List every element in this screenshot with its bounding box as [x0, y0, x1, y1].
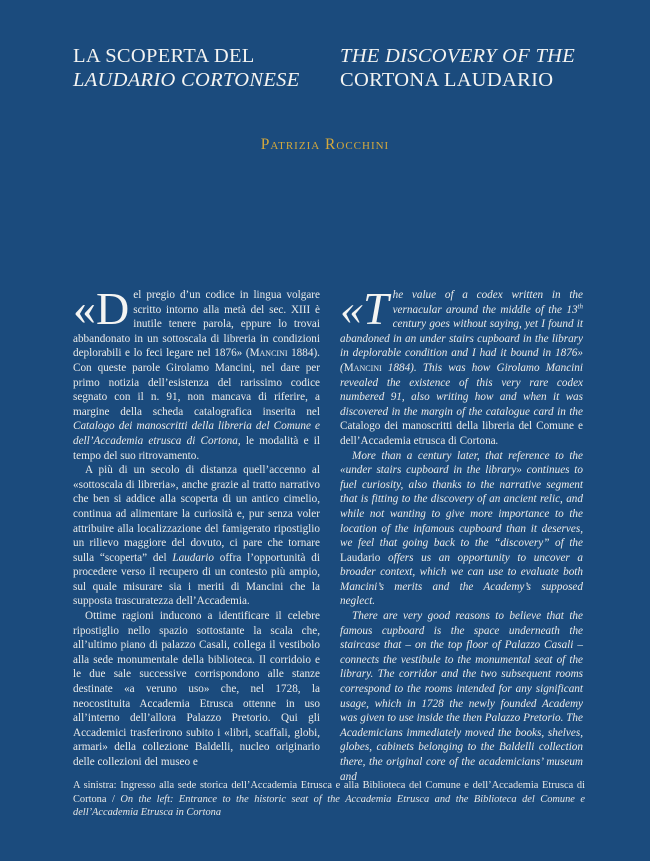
english-paragraph-2	[340, 449, 583, 610]
italian-paragraph-2	[73, 463, 320, 609]
italian-text: 1884). Con queste parole Girolamo Mancini, nel dare per primo notizia dell’esistenza del rarissimo codice segnato con il n. 91, non mancava di riferire, a margine della scheda catalografica inserita nel	[73, 347, 320, 418]
title-italian-line2: LAUDARIO CORTONESE	[73, 69, 300, 91]
english-text: century goes without saying, yet I found it abandoned in an under stairs cupboard in the library in deplorable condition and I had it bound in 1876» (	[340, 318, 583, 374]
english-superscript: th	[577, 301, 583, 310]
english-text: More than a century later, that reference to the «under stairs cupboard in the library» continues to fuel curiosity, also thanks to the narrative segment that is fitting to the discovery of an ancient relic, and while not wanting to give more importance to the location of the infamous cupboard than it deserves, we feel that going back to the “discovery” of the	[340, 449, 583, 550]
title-italian-line1: LA SCOPERTA DEL	[73, 45, 255, 67]
caption-italian: A sinistra: Ingresso alla sede storica dell’Accademia Etrusca e alla Biblioteca del Comune e dell’Accademia Etrusca di Cortona /	[73, 780, 585, 805]
english-text: he value of a codex written in the vernacular around the middle of the 13	[392, 289, 583, 316]
italian-paragraph-3: Ottime ragioni inducono a identificare il celebre ripostiglio nello spazio sottostante la scala che, all’ultimo piano di palazzo Casali, collega il vestibolo alla sede monumentale della biblioteca. Il corridoio e le due sale successive corrispondono alle stanze destinate «a veruno uso» che, nel 1728, la neocostituita Accademia Etrusca ottenne in uso all’interno dell’allora Palazzo Pretorio. Qui gli Accademici trasferirono subito i «libri, scaffali, globi, armari» della collezione Baldelli, nucleo originario delle collezioni del museo e	[73, 610, 320, 768]
english-text: offers us an opportunity to uncover a broader context, which we can use to evaluate both Mancini’s merits and the Academy’s supposed neglect.	[340, 551, 583, 608]
english-citation: Mancini	[343, 361, 382, 374]
italian-catalogue-title: Catalogo dei manoscritti della libreria del Comune e dell’Accademia etrusca di Cortona	[73, 420, 320, 447]
italian-paragraph-1	[73, 283, 321, 463]
title-english-line2: CORTONA LAUDARIO	[340, 69, 554, 91]
italian-citation: Mancini	[249, 347, 288, 360]
english-dropcap: «T	[340, 283, 389, 334]
english-catalogue-title: Catalogo dei manoscritti della libreria del Comune e dell’Accademia etrusca di Cortona	[340, 420, 583, 447]
title-italian	[73, 44, 323, 92]
italian-laudario: Laudario	[172, 551, 214, 564]
italian-text: offra l’opportunità di procedere verso il recupero di un contesto più ampio, sul quale misurare sia i meriti di Mancini che la supposta trascuratezza dell’Accademia.	[73, 551, 320, 608]
italian-text: , le modalità e il tempo del suo ritrovamento.	[73, 434, 321, 462]
author-name: Patrizia Rocchini	[260, 136, 390, 153]
english-paragraph-3: There are very good reasons to believe that the famous cupboard is the space underneath the staircase that – on the top floor of Palazzo Casali – connects the vestibule to the monumental seat of the library. The corridor and the two subsequent rooms correspond to the rooms intended for any significant usage, which in 1728 the newly founded Academy was given to use inside the then Palazzo Pretorio. The Academicians immediately moved the books, shelves, globes, cabinets belonging to the Baldelli collection there, the original core of the academicians’ museum and	[340, 610, 583, 783]
english-text: .	[495, 434, 499, 447]
english-column	[340, 283, 583, 784]
title-english	[340, 44, 600, 92]
caption-english: On the left: Entrance to the historic seat of the Accademia Etrusca and the Biblioteca del Comune e dell’Accademia Etrusca in Cortona	[73, 793, 585, 819]
italian-text: A più di un secolo di distanza quell’accenno al «sottoscala di libreria», anche grazie al tratto narrativo che ben si addice alla scoperta di un antico cimelio, continua ad alimentare la curiosità e, pur senza voler attribuire alla localizzazione del famigerato ripostiglio un rilievo maggiore del dovuto, ci pare che tornare sulla “scoperta” del	[73, 464, 320, 564]
italian-text: el pregio d’un codice in lingua volgare scritto intorno alla metà del sec. XIII è inutile tenere parola, eppure lo trovai abbandonato in un sottoscala di libreria in condizioni deplorabili e lo feci legare nel 1876» (	[73, 289, 320, 360]
english-text: 1884). This was how Girolamo Mancini revealed the existence of this very rare codex numbered 91, also writing how and when it was discovered in the margin of the catalogue card in the	[340, 361, 583, 418]
italian-column	[73, 283, 321, 770]
english-laudario: Laudario	[340, 551, 381, 564]
title-english-line1: THE DISCOVERY OF THE	[340, 45, 576, 67]
image-caption	[73, 779, 585, 820]
english-paragraph-1	[340, 283, 583, 449]
italian-dropcap: «D	[73, 283, 130, 334]
